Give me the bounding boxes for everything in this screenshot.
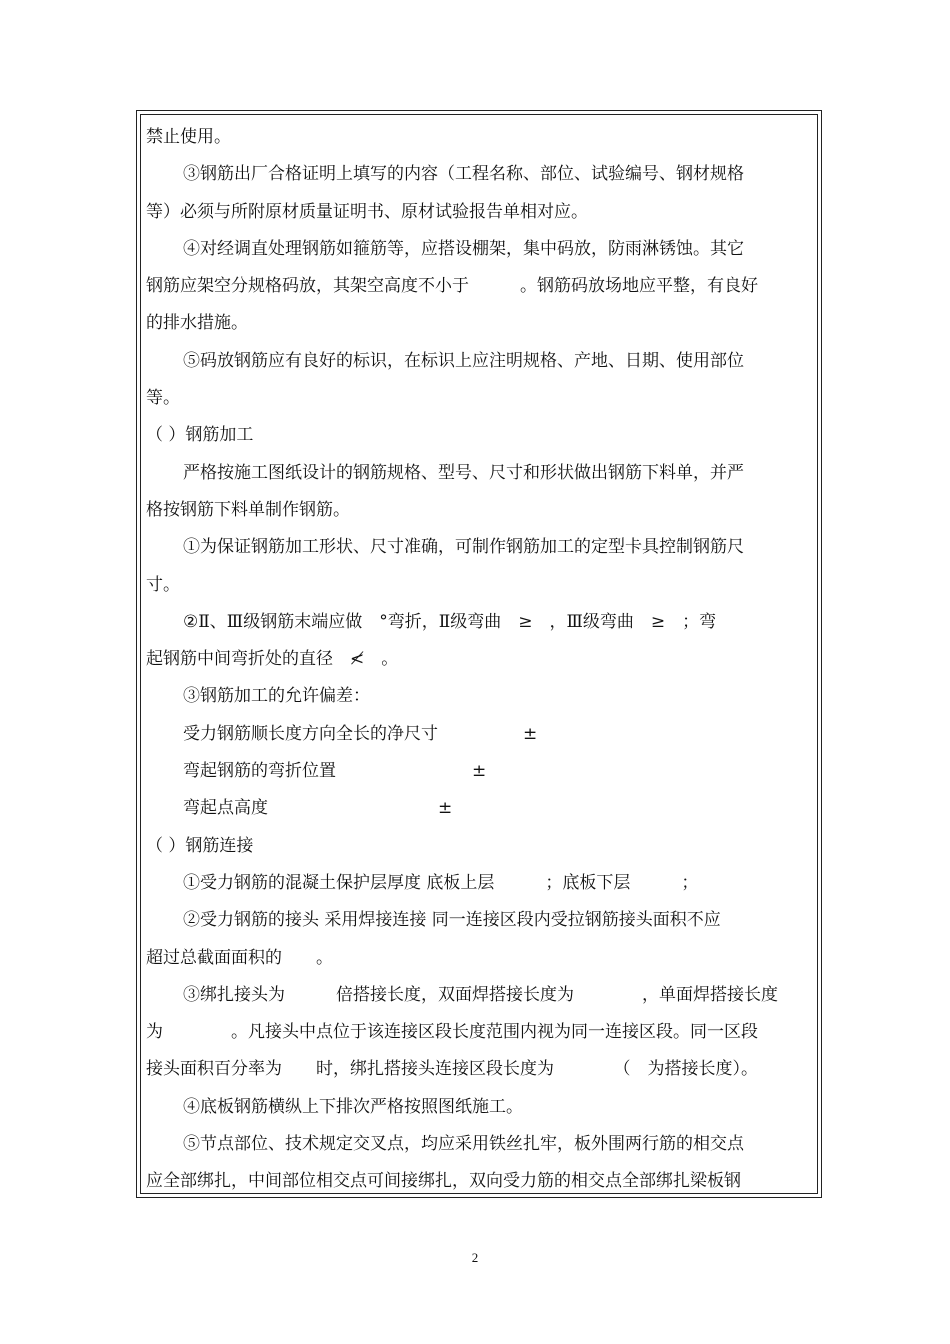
page-number: 2	[471, 1250, 479, 1265]
document-body	[146, 119, 814, 1194]
text-line: 禁止使用。	[146, 127, 231, 147]
text-line: 接头面积百分率为 时，绑扎搭接头连接区段长度为 （ 为搭接长度）。	[146, 1059, 758, 1080]
tolerance-line: 弯起钢筋的弯折位置 ±	[183, 761, 487, 782]
text-line: 钢筋应架空分规格码放，其架空高度不小于 。钢筋码放场地应平整，有良好	[146, 276, 758, 297]
text-line: ⑤节点部位、技术规定交叉点，均应采用铁丝扎牢，板外围两行筋的相交点	[183, 1134, 744, 1155]
text-line: ②Ⅱ、Ⅲ级钢筋末端应做 °弯折，Ⅱ级弯曲 ≥ ，Ⅲ级弯曲 ≥ ；弯	[183, 611, 717, 632]
text-line: 起钢筋中间弯折处的直径 ≮ 。	[146, 649, 399, 670]
tolerance-line: 受力钢筋顺长度方向全长的净尺寸 ±	[183, 723, 538, 744]
text-line: 等。	[146, 388, 180, 409]
section-heading: （ ）钢筋加工	[146, 425, 254, 446]
text-line: 等）必须与所附原材质量证明书、原材试验报告单相对应。	[146, 201, 588, 222]
text-line: ③绑扎接头为 倍搭接长度，双面焊搭接长度为 ，单面焊搭接长度	[183, 984, 778, 1005]
text-line: 应全部绑扎，中间部位相交点可间接绑扎，双向受力筋的相交点全部绑扎梁板钢	[146, 1171, 741, 1192]
text-line: ④对经调直处理钢筋如箍筋等，应搭设棚架，集中码放，防雨淋锈蚀。其它	[183, 238, 744, 259]
text-line: ④底板钢筋横纵上下排次严格按照图纸施工。	[183, 1096, 523, 1117]
text-line: 严格按施工图纸设计的钢筋规格、型号、尺寸和形状做出钢筋下料单，并严	[183, 462, 744, 483]
text-line: ③钢筋出厂合格证明上填写的内容（工程名称、部位、试验编号、钢材规格	[183, 164, 744, 185]
text-line: ②受力钢筋的接头 采用焊接连接 同一连接区段内受拉钢筋接头面积不应	[183, 910, 721, 931]
content-frame-inner	[140, 114, 818, 1194]
text-line: 超过总截面面积的 。	[146, 947, 333, 968]
text-line: 为 。凡接头中点位于该连接区段长度范围内视为同一连接区段。同一区段	[146, 1022, 758, 1043]
text-line: ③钢筋加工的允许偏差：	[183, 686, 370, 707]
text-line: ①为保证钢筋加工形状、尺寸准确，可制作钢筋加工的定型卡具控制钢筋尺	[183, 537, 744, 558]
text-line: 的排水措施。	[146, 313, 248, 334]
text-line: 格按钢筋下料单制作钢筋。	[146, 499, 350, 520]
content-frame	[136, 110, 822, 1198]
text-line: ①受力钢筋的混凝土保护层厚度 底板上层 ；底板下层 ；	[183, 872, 699, 893]
text-line: 寸。	[146, 574, 180, 595]
section-heading: （ ）钢筋连接	[146, 835, 254, 856]
text-line: ⑤码放钢筋应有良好的标识，在标识上应注明规格、产地、日期、使用部位	[183, 350, 744, 371]
tolerance-line: 弯起点高度 ±	[183, 798, 453, 819]
